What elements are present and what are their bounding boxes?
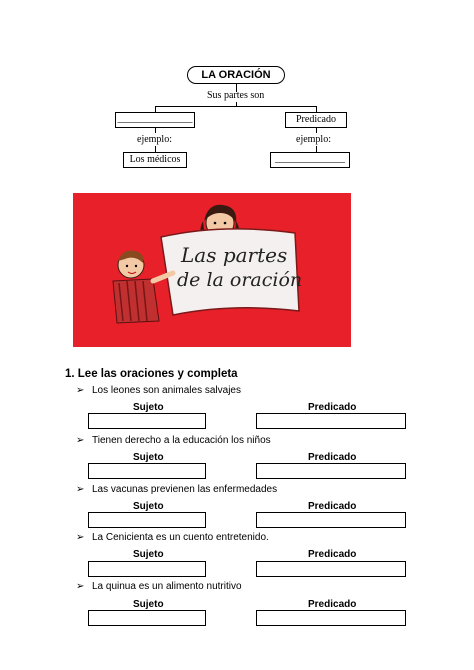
predicate-header: Predicado <box>308 402 357 413</box>
predicate-answer-box[interactable] <box>256 463 406 479</box>
sentence-text: La Cenicienta es un cuento entretenido. <box>92 532 269 543</box>
connector-line <box>316 128 317 133</box>
subject-answer-box[interactable] <box>88 512 206 528</box>
subject-example-box <box>123 152 187 168</box>
predicate-example-blank: ______________ <box>275 153 345 164</box>
subject-header: Sujeto <box>133 549 164 560</box>
subject-example-value: Los médicos <box>129 154 181 165</box>
subject-answer-box[interactable] <box>88 561 206 577</box>
subject-header: Sujeto <box>133 599 164 610</box>
subject-answer-box[interactable] <box>88 413 206 429</box>
subject-answer-box[interactable] <box>88 463 206 479</box>
predicate-example-box <box>270 152 350 168</box>
subject-header: Sujeto <box>133 501 164 512</box>
predicate-header: Predicado <box>308 549 357 560</box>
arrow-bullet-icon: ➢ <box>76 385 85 396</box>
connector-line <box>155 106 317 107</box>
arrow-bullet-icon: ➢ <box>76 484 85 495</box>
exercise-title: 1. Lee las oraciones y completa <box>65 368 238 380</box>
list-item <box>76 532 269 543</box>
banner-line-1: Las partes <box>181 243 288 267</box>
list-item <box>76 435 271 446</box>
subject-blank-box <box>115 112 195 128</box>
diagram-subtitle: Sus partes son <box>207 90 265 101</box>
arrow-bullet-icon: ➢ <box>76 532 85 543</box>
arrow-bullet-icon: ➢ <box>76 435 85 446</box>
predicate-header: Predicado <box>308 452 357 463</box>
predicate-answer-box[interactable] <box>256 561 406 577</box>
banner-illustration <box>73 193 351 347</box>
sentence-text: La quinua es un alimento nutritivo <box>92 581 242 592</box>
diagram-title: LA ORACIÓN <box>187 66 285 84</box>
predicate-box <box>285 112 347 128</box>
predicate-label: Predicado <box>296 114 336 125</box>
subject-answer-box[interactable] <box>88 610 206 626</box>
left-example-label: ejemplo: <box>137 134 172 145</box>
banner-line-2: de la oración <box>177 269 303 291</box>
sentence-text: Las vacunas previenen las enfermedades <box>92 484 278 495</box>
arrow-bullet-icon: ➢ <box>76 581 85 592</box>
subject-blank: _______________ <box>117 113 193 124</box>
predicate-answer-box[interactable] <box>256 512 406 528</box>
predicate-answer-box[interactable] <box>256 610 406 626</box>
list-item <box>76 385 241 396</box>
predicate-header: Predicado <box>308 599 357 610</box>
subject-header: Sujeto <box>133 452 164 463</box>
connector-line <box>155 128 156 133</box>
subject-header: Sujeto <box>133 402 164 413</box>
sentence-text: Tienen derecho a la educación los niños <box>92 435 271 446</box>
sentence-text: Los leones son animales salvajes <box>92 385 241 396</box>
predicate-answer-box[interactable] <box>256 413 406 429</box>
predicate-header: Predicado <box>308 501 357 512</box>
list-item <box>76 484 277 495</box>
right-example-label: ejemplo: <box>296 134 331 145</box>
list-item <box>76 581 242 592</box>
